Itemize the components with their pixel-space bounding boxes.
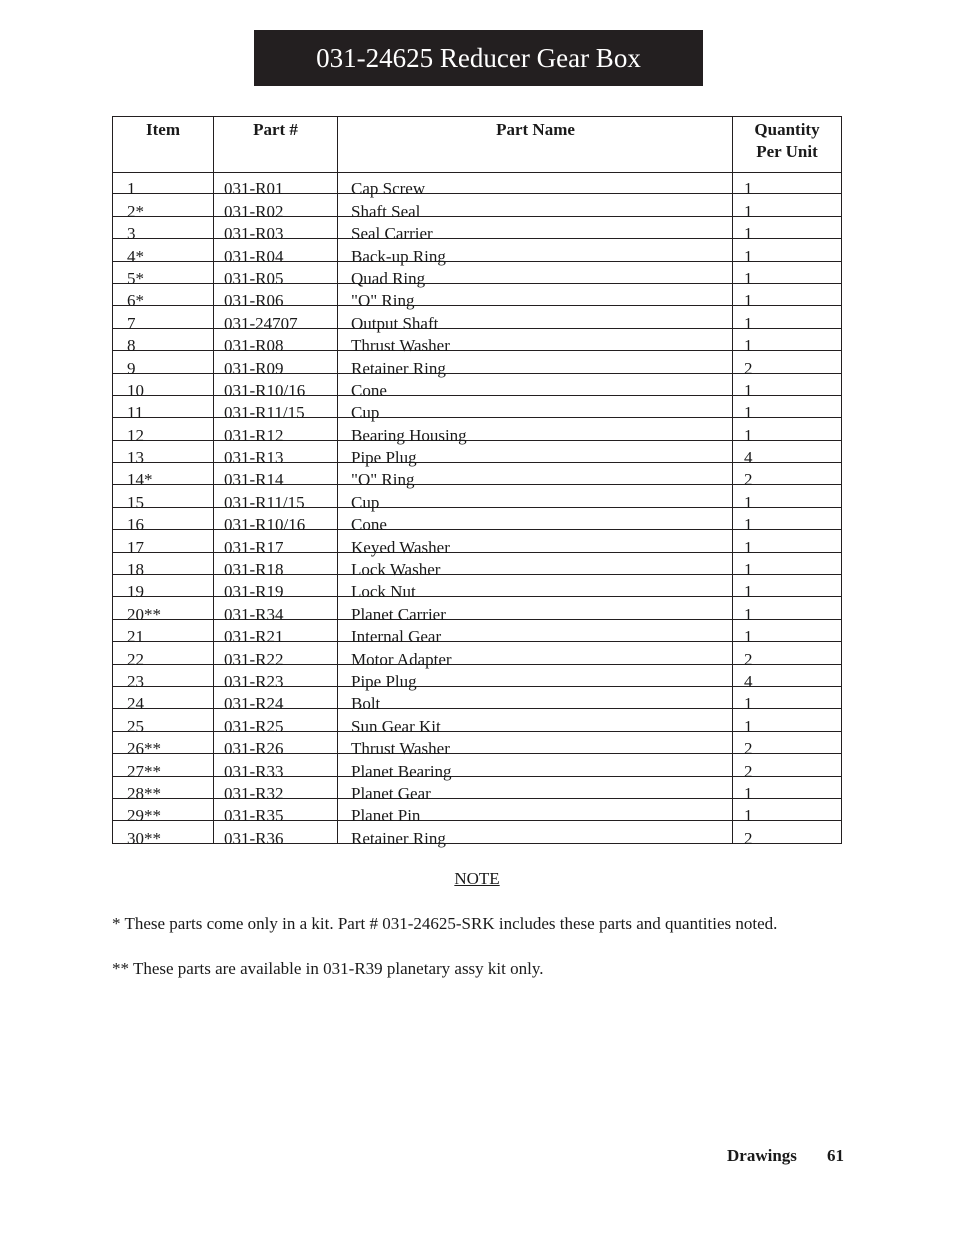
- part-name-cell: Thrust Washer: [351, 336, 450, 356]
- part-name-cell: Cone: [351, 515, 387, 535]
- quantity-cell: 1: [744, 627, 753, 647]
- quantity-cell: 1: [744, 246, 753, 266]
- part-name-cell: Pipe Plug: [351, 671, 417, 691]
- part-name-cell: Output Shaft: [351, 313, 439, 333]
- item-cell: 22: [127, 649, 144, 669]
- part-number-cell: 031-R26: [224, 739, 284, 759]
- page-title: 031-24625 Reducer Gear Box: [254, 30, 703, 86]
- quantity-cell: 1: [744, 425, 753, 445]
- part-name-cell: Cup: [351, 492, 380, 512]
- part-name-cell: Internal Gear: [351, 627, 442, 647]
- note-heading: NOTE: [454, 869, 500, 888]
- quantity-cell: 1: [744, 336, 753, 356]
- quantity-cell: 1: [744, 604, 753, 624]
- part-name-cell: Planet Bearing: [351, 761, 452, 781]
- part-number-cell: 031-R33: [224, 761, 284, 781]
- quantity-cell: 2: [744, 649, 753, 669]
- part-name-cell: Bolt: [351, 694, 381, 714]
- quantity-cell: 1: [744, 694, 753, 714]
- quantity-cell: 2: [744, 358, 753, 378]
- part-name-cell: Cap Screw: [351, 179, 426, 199]
- part-number-cell: 031-R01: [224, 179, 284, 199]
- footer-section: Drawings: [727, 1146, 797, 1165]
- part-number-cell: 031-R23: [224, 671, 284, 691]
- item-cell: 17: [127, 537, 144, 557]
- quantity-cell: 1: [744, 716, 753, 736]
- part-name-cell: Cup: [351, 403, 380, 423]
- header-quantity-line1: Quantity: [754, 120, 820, 139]
- quantity-cell: 1: [744, 313, 753, 333]
- part-name-cell: Seal Carrier: [351, 224, 433, 244]
- part-number-cell: 031-R03: [224, 224, 284, 244]
- part-number-cell: 031-R32: [224, 783, 284, 803]
- part-name-cell: Cone: [351, 380, 387, 400]
- part-number-cell: 031-R12: [224, 425, 284, 445]
- item-cell: 29**: [127, 806, 161, 826]
- item-cell: 14*: [127, 470, 153, 490]
- part-name-cell: Back-up Ring: [351, 246, 446, 266]
- part-number-cell: 031-R35: [224, 806, 284, 826]
- header-quantity: [733, 117, 841, 172]
- item-cell: 7: [127, 313, 136, 333]
- quantity-cell: 2: [744, 470, 753, 490]
- item-cell: 26**: [127, 739, 161, 759]
- page-number: 61: [827, 1146, 844, 1165]
- column-divider: [732, 117, 733, 843]
- quantity-cell: 1: [744, 560, 753, 580]
- item-cell: 10: [127, 380, 144, 400]
- part-number-cell: 031-R11/15: [224, 403, 305, 423]
- part-number-cell: 031-R10/16: [224, 515, 306, 535]
- quantity-cell: 1: [744, 179, 753, 199]
- item-cell: 12: [127, 425, 144, 445]
- parts-table: [112, 116, 842, 848]
- item-cell: 1: [127, 179, 136, 199]
- part-number-cell: 031-R10/16: [224, 380, 306, 400]
- item-cell: 24: [127, 694, 144, 714]
- quantity-cell: 4: [744, 448, 753, 468]
- header-item: Item: [146, 120, 180, 139]
- quantity-cell: 2: [744, 739, 753, 759]
- part-name-cell: "O" Ring: [351, 291, 415, 311]
- item-cell: 15: [127, 492, 144, 512]
- quantity-cell: 1: [744, 380, 753, 400]
- part-name-cell: Lock Nut: [351, 582, 416, 602]
- kit-note: * These parts come only in a kit. Part # 031-24625-SRK includes these parts and quantities noted.: [112, 914, 778, 933]
- part-number-cell: 031-R22: [224, 649, 284, 669]
- part-name-cell: Lock Washer: [351, 560, 441, 580]
- part-name-cell: Motor Adapter: [351, 649, 452, 669]
- header-quantity-line2: Per Unit: [756, 142, 818, 161]
- quantity-cell: 1: [744, 268, 753, 288]
- part-number-cell: 031-R11/15: [224, 492, 305, 512]
- part-number-cell: 031-R24: [224, 694, 284, 714]
- part-number-cell: 031-R17: [224, 537, 284, 557]
- item-cell: 3: [127, 224, 136, 244]
- item-cell: 11: [127, 403, 144, 423]
- part-name-cell: Planet Gear: [351, 783, 431, 803]
- item-cell: 30**: [127, 828, 161, 848]
- item-cell: 2*: [127, 201, 144, 221]
- part-name-cell: Thrust Washer: [351, 739, 450, 759]
- quantity-cell: 1: [744, 783, 753, 803]
- planetary-note: ** These parts are available in 031-R39 planetary assy kit only.: [112, 959, 544, 978]
- quantity-cell: 2: [744, 828, 753, 848]
- part-name-cell: Bearing Housing: [351, 425, 467, 445]
- quantity-cell: 1: [744, 403, 753, 423]
- part-name-cell: Quad Ring: [351, 268, 426, 288]
- part-number-cell: 031-24707: [224, 313, 298, 333]
- part-number-cell: 031-R18: [224, 560, 284, 580]
- part-name-cell: Retainer Ring: [351, 828, 446, 848]
- part-number-cell: 031-R36: [224, 828, 284, 848]
- part-number-cell: 031-R13: [224, 448, 284, 468]
- item-cell: 20**: [127, 604, 161, 624]
- part-name-cell: "O" Ring: [351, 470, 415, 490]
- header-part-name: Part Name: [496, 120, 575, 139]
- item-cell: 21: [127, 627, 144, 647]
- quantity-cell: 2: [744, 761, 753, 781]
- part-name-cell: Planet Carrier: [351, 604, 446, 624]
- quantity-cell: 1: [744, 291, 753, 311]
- item-cell: 27**: [127, 761, 161, 781]
- item-cell: 9: [127, 358, 136, 378]
- quantity-cell: 1: [744, 224, 753, 244]
- part-name-cell: Shaft Seal: [351, 201, 421, 221]
- part-number-cell: 031-R08: [224, 336, 284, 356]
- quantity-cell: 4: [744, 671, 753, 691]
- item-cell: 8: [127, 336, 136, 356]
- part-number-cell: 031-R05: [224, 268, 284, 288]
- quantity-cell: 1: [744, 201, 753, 221]
- part-number-cell: 031-R34: [224, 604, 284, 624]
- item-cell: 28**: [127, 783, 161, 803]
- item-cell: 16: [127, 515, 144, 535]
- part-name-cell: Pipe Plug: [351, 448, 417, 468]
- item-cell: 5*: [127, 268, 144, 288]
- part-number-cell: 031-R19: [224, 582, 284, 602]
- column-divider: [213, 117, 214, 843]
- part-name-cell: Keyed Washer: [351, 537, 450, 557]
- item-cell: 18: [127, 560, 144, 580]
- part-number-cell: 031-R14: [224, 470, 284, 490]
- part-name-cell: Retainer Ring: [351, 358, 446, 378]
- quantity-cell: 1: [744, 582, 753, 602]
- part-name-cell: Sun Gear Kit: [351, 716, 441, 736]
- part-number-cell: 031-R21: [224, 627, 284, 647]
- part-number-cell: 031-R04: [224, 246, 284, 266]
- item-cell: 23: [127, 671, 144, 691]
- item-cell: 4*: [127, 246, 144, 266]
- quantity-cell: 1: [744, 806, 753, 826]
- quantity-cell: 1: [744, 492, 753, 512]
- part-number-cell: 031-R09: [224, 358, 284, 378]
- quantity-cell: 1: [744, 537, 753, 557]
- part-number-cell: 031-R02: [224, 201, 284, 221]
- item-cell: 25: [127, 716, 144, 736]
- item-cell: 13: [127, 448, 144, 468]
- part-name-cell: Planet Pin: [351, 806, 421, 826]
- header-part-number: Part #: [253, 120, 298, 139]
- item-cell: 19: [127, 582, 144, 602]
- item-cell: 6*: [127, 291, 144, 311]
- part-number-cell: 031-R25: [224, 716, 284, 736]
- column-divider: [337, 117, 338, 843]
- part-number-cell: 031-R06: [224, 291, 284, 311]
- quantity-cell: 1: [744, 515, 753, 535]
